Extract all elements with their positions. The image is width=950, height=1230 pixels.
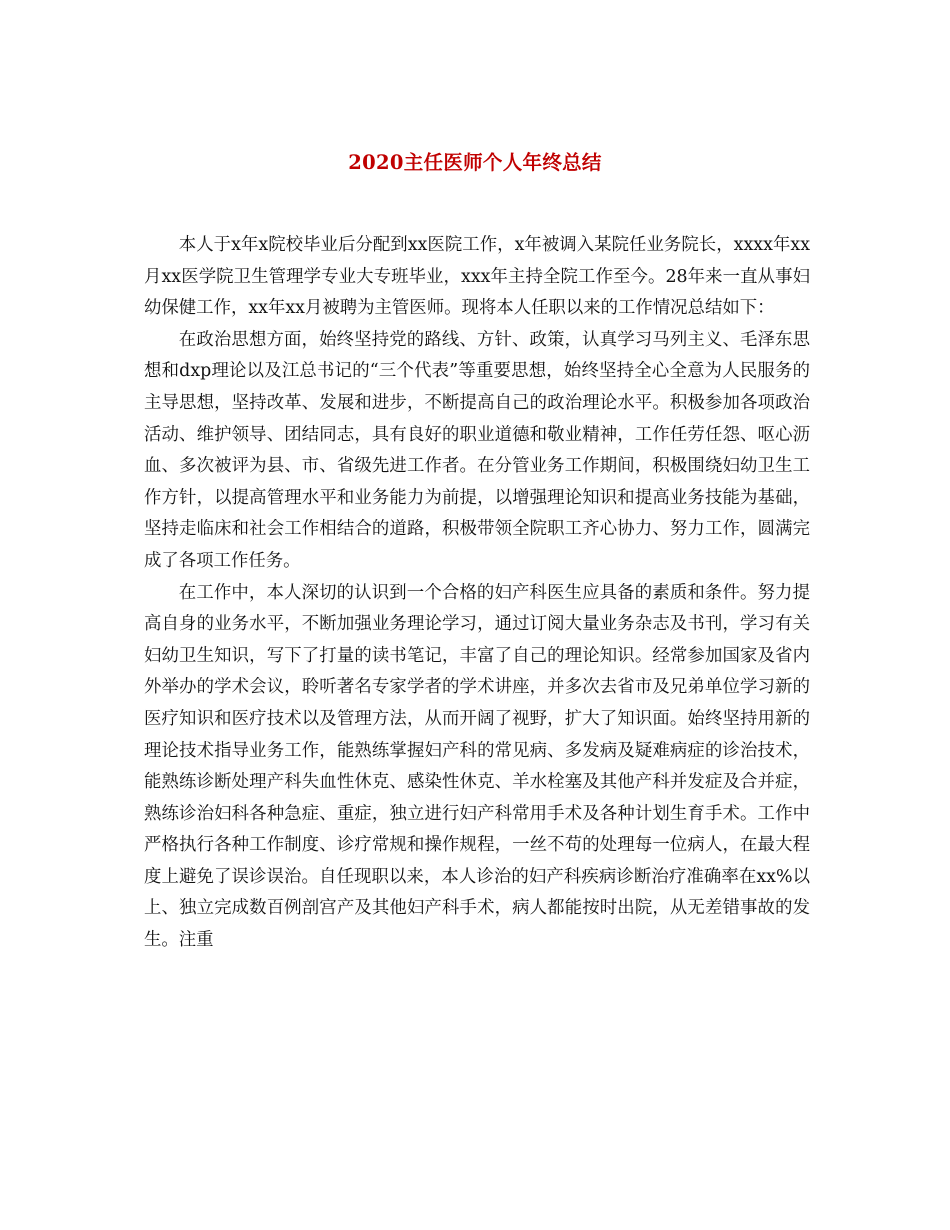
paragraph-work: 在工作中，本人深切的认识到一个合格的妇产科医生应具备的素质和条件。努力提高自身的业务水平，不断加强业务理论学习，通过订阅大量业务杂志及书刊，学习有关妇幼卫生知识，写下了打量的读书笔记，丰富了自己的理论知识。经常参加国家及省内外举办的学术会议，聆听著名专家学者的学术讲座，并多次去省市及兄弟单位学习新的医疗知识和医疗技术以及管理方法，从而开阔了视野，扩大了知识面。始终坚持用新的理论技术指导业务工作，能熟练掌握妇产科的常见病、多发病及疑难病症的诊治技术，能熟练诊断处理产科失血性休克、感染性休克、羊水栓塞及其他产科并发症及合并症，熟练诊治妇科各种急症、重症，独立进行妇产科常用手术及各种计划生育手术。工作中严格执行各种工作制度、诊疗常规和操作规程，一丝不苟的处理每一位病人，在最大程度上避免了误诊误治。自任现职以来，本人诊治的妇产科疾病诊断治疗准确率在xx%以上、独立完成数百例剖宫产及其他妇产科手术，病人都能按时出院，从无差错事故的发生。注重	[144, 582, 810, 951]
paragraph-political: 在政治思想方面，始终坚持党的路线、方针、政策，认真学习马列主义、毛泽东思想和dxp理论以及江总书记的“三个代表”等重要思想，始终坚持全心全意为人民服务的主导思想，坚持改革、发展和进步，不断提高自己的政治理论水平。积极参加各项政治活动、维护领导、团结同志，具有良好的职业道德和敬业精神，工作任劳任怨、呕心沥血、多次被评为县、市、省级先进工作者。在分管业务工作期间，积极围绕妇幼卫生工作方针，以提高管理水平和业务能力为前提，以增强理论知识和提高业务技能为基础，坚持走临床和社会工作相结合的道路，积极带领全院职工齐心协力、努力工作，圆满完成了各项工作任务。	[144, 329, 810, 571]
paragraph-intro: 本人于x年x院校毕业后分配到xx医院工作，x年被调入某院任业务院长，xxxx年xx月xx医学院卫生管理学专业大专班毕业，xxx年主持全院工作至今。28年来一直从事妇幼保健工作，xx年xx月被聘为主管医师。现将本人任职以来的工作情况总结如下：	[144, 235, 810, 319]
document-title: 2020主任医师个人年终总结	[348, 151, 602, 174]
document-body	[144, 230, 810, 957]
